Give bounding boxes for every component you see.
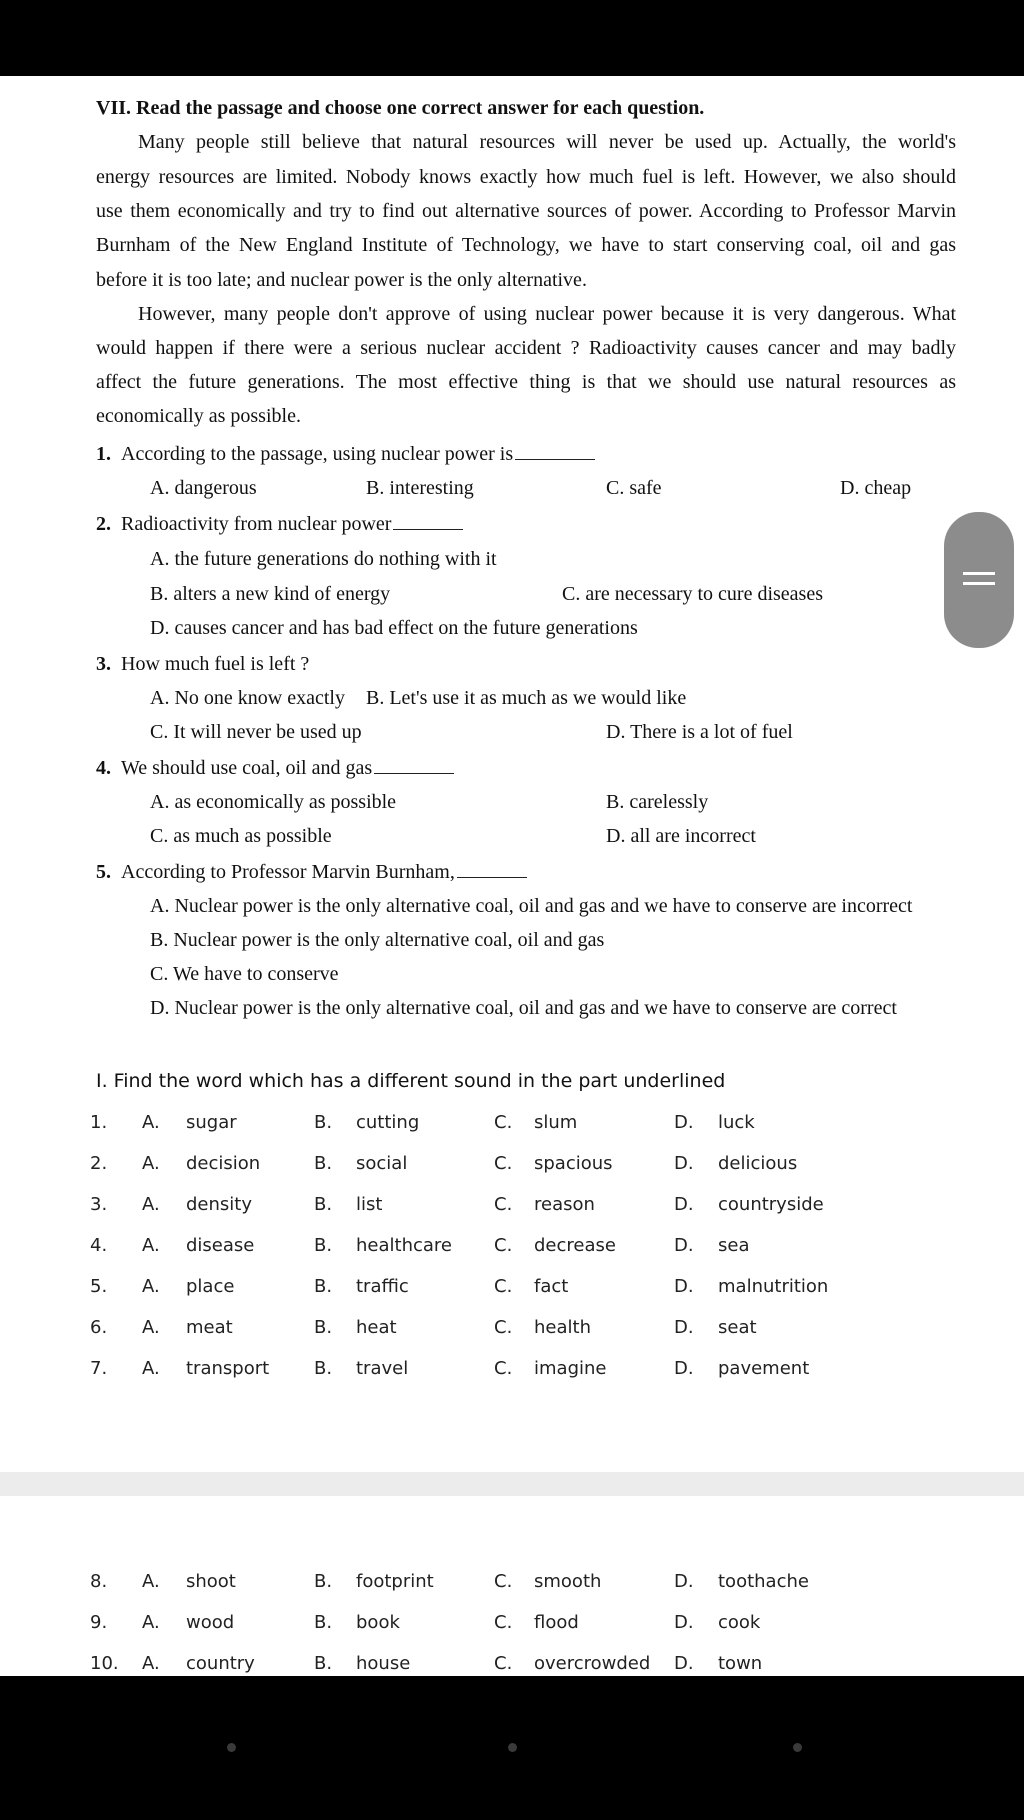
option-letter: C.	[494, 1194, 513, 1215]
option-letter: D.	[674, 1153, 694, 1174]
option-word[interactable]: cutting	[356, 1112, 420, 1133]
question-5: 5. According to Professor Marvin Burnham,	[96, 860, 527, 884]
option-letter: A.	[142, 1112, 160, 1133]
passage-p2-line1: However, many people don't approve of using nuclear power because it is very dangerous. What	[138, 303, 956, 325]
option-word[interactable]: social	[356, 1153, 408, 1174]
option-word[interactable]: decrease	[534, 1235, 616, 1256]
q2-option-c[interactable]: C. are necessary to cure diseases	[562, 583, 823, 605]
option-letter: B.	[314, 1112, 333, 1133]
option-letter: D.	[674, 1112, 694, 1133]
option-letter: D.	[674, 1276, 694, 1297]
q3-option-b[interactable]: B. Let's use it as much as we would like	[366, 687, 687, 709]
option-letter: D.	[674, 1571, 694, 1592]
option-letter: C.	[494, 1358, 513, 1379]
option-word[interactable]: footprint	[356, 1571, 434, 1592]
option-letter: C.	[494, 1235, 513, 1256]
pronunciation-row-number: 3.	[90, 1194, 108, 1215]
option-word[interactable]: shoot	[186, 1571, 236, 1592]
option-letter: B.	[314, 1358, 333, 1379]
option-word[interactable]: luck	[718, 1112, 755, 1133]
q1-option-c[interactable]: C. safe	[606, 477, 662, 499]
passage-p1-line3: use them economically and try to find out alternative sources of power. According to Professor Marvin	[96, 200, 956, 222]
option-word[interactable]: malnutrition	[718, 1276, 829, 1297]
option-letter: D.	[674, 1235, 694, 1256]
option-word[interactable]: flood	[534, 1612, 579, 1633]
option-word[interactable]: healthcare	[356, 1235, 452, 1256]
option-letter: B.	[314, 1235, 333, 1256]
question-4: 4. We should use coal, oil and gas	[96, 756, 454, 780]
option-letter: D.	[674, 1612, 694, 1633]
option-word[interactable]: travel	[356, 1358, 409, 1379]
option-letter: A.	[142, 1194, 160, 1215]
option-word[interactable]: spacious	[534, 1153, 613, 1174]
option-word[interactable]: list	[356, 1194, 383, 1215]
option-letter: D.	[674, 1358, 694, 1379]
option-word[interactable]: meat	[186, 1317, 233, 1338]
option-letter: D.	[674, 1194, 694, 1215]
option-word[interactable]: imagine	[534, 1358, 607, 1379]
passage-p1-line4: Burnham of the New England Institute of Technology, we have to start conserving coal, oil and gas	[96, 234, 956, 256]
q1-option-a[interactable]: A. dangerous	[150, 477, 257, 499]
q5-option-a[interactable]: A. Nuclear power is the only alternative coal, oil and gas and we have to conserve are incorrect	[150, 895, 913, 917]
passage-p1-line5: before it is too late; and nuclear power is the only alternative.	[96, 269, 587, 291]
q1-option-d[interactable]: D. cheap	[840, 477, 912, 499]
pronunciation-row-number: 1.	[90, 1112, 108, 1133]
option-letter: A.	[142, 1358, 160, 1379]
option-word[interactable]: disease	[186, 1235, 255, 1256]
passage-p2-line2: would happen if there were a serious nuclear accident ? Radioactivity causes cancer and may badly	[96, 337, 956, 359]
option-letter: B.	[314, 1276, 333, 1297]
option-word[interactable]: place	[186, 1276, 235, 1297]
option-letter: A.	[142, 1612, 160, 1633]
option-word[interactable]: cook	[718, 1612, 761, 1633]
option-letter: B.	[314, 1153, 333, 1174]
option-letter: B.	[314, 1612, 333, 1633]
option-letter: B.	[314, 1653, 333, 1674]
option-word[interactable]: wood	[186, 1612, 235, 1633]
section-1-heading: I. Find the word which has a different sound in the part underlined	[96, 1070, 726, 1092]
option-letter: A.	[142, 1153, 160, 1174]
q4-option-d[interactable]: D. all are incorrect	[606, 825, 756, 847]
q4-option-b[interactable]: B. carelessly	[606, 791, 709, 813]
option-word[interactable]: house	[356, 1653, 411, 1674]
option-letter: D.	[674, 1653, 694, 1674]
option-word[interactable]: heat	[356, 1317, 397, 1338]
nav-back-icon[interactable]	[793, 1743, 802, 1752]
q4-option-c[interactable]: C. as much as possible	[150, 825, 332, 847]
section-7-heading: VII. Read the passage and choose one correct answer for each question.	[96, 97, 705, 119]
page-gap	[0, 1472, 1024, 1496]
option-word[interactable]: decision	[186, 1153, 261, 1174]
q4-option-a[interactable]: A. as economically as possible	[150, 791, 397, 813]
option-letter: C.	[494, 1653, 513, 1674]
q5-option-d[interactable]: D. Nuclear power is the only alternative coal, oil and gas and we have to conserve are correct	[150, 997, 897, 1019]
question-3: 3. How much fuel is left ?	[96, 653, 310, 675]
passage-p1-line1: Many people still believe that natural resources will never be used up. Actually, the world's	[138, 131, 956, 153]
pronunciation-row-number: 4.	[90, 1235, 108, 1256]
option-letter: B.	[314, 1571, 333, 1592]
option-word[interactable]: town	[718, 1653, 763, 1674]
option-word[interactable]: delicious	[718, 1153, 798, 1174]
option-letter: A.	[142, 1571, 160, 1592]
option-letter: C.	[494, 1112, 513, 1133]
q3-option-a[interactable]: A. No one know exactly	[150, 687, 345, 709]
q2-option-d[interactable]: D. causes cancer and has bad effect on the future generations	[150, 617, 638, 639]
pronunciation-row-number: 6.	[90, 1317, 108, 1338]
q5-option-c[interactable]: C. We have to conserve	[150, 963, 339, 985]
option-letter: C.	[494, 1153, 513, 1174]
option-word[interactable]: toothache	[718, 1571, 809, 1592]
option-letter: C.	[494, 1571, 513, 1592]
passage-p2-line4: economically as possible.	[96, 405, 301, 427]
q3-option-d[interactable]: D. There is a lot of fuel	[606, 721, 793, 743]
option-letter: C.	[494, 1612, 513, 1633]
option-letter: C.	[494, 1317, 513, 1338]
pronunciation-row-number: 5.	[90, 1276, 108, 1297]
option-word[interactable]: fact	[534, 1276, 569, 1297]
option-word[interactable]: health	[534, 1317, 591, 1338]
nav-recent-icon[interactable]	[227, 1743, 236, 1752]
question-2: 2. Radioactivity from nuclear power	[96, 512, 463, 536]
pronunciation-row-number: 8.	[90, 1571, 108, 1592]
option-letter: A.	[142, 1276, 160, 1297]
pronunciation-row-number: 7.	[90, 1358, 108, 1379]
option-word[interactable]: transport	[186, 1358, 270, 1379]
pronunciation-row-number: 9.	[90, 1612, 108, 1633]
passage-p2-line3: affect the future generations. The most effective thing is that we should use natural resources as	[96, 371, 956, 393]
q2-option-b[interactable]: B. alters a new kind of energy	[150, 583, 391, 605]
pronunciation-row-number: 2.	[90, 1153, 108, 1174]
option-word[interactable]: traffic	[356, 1276, 409, 1297]
option-letter: B.	[314, 1194, 333, 1215]
option-letter: A.	[142, 1235, 160, 1256]
option-word[interactable]: overcrowded	[534, 1653, 651, 1674]
option-word[interactable]: slum	[534, 1112, 578, 1133]
option-word[interactable]: pavement	[718, 1358, 810, 1379]
option-word[interactable]: countryside	[718, 1194, 824, 1215]
scroll-handle-icon[interactable]	[944, 512, 1014, 648]
option-word[interactable]: smooth	[534, 1571, 602, 1592]
status-bar	[0, 0, 1024, 76]
q5-option-b[interactable]: B. Nuclear power is the only alternative coal, oil and gas	[150, 929, 605, 951]
option-word[interactable]: seat	[718, 1317, 757, 1338]
q3-option-c[interactable]: C. It will never be used up	[150, 721, 362, 743]
option-letter: D.	[674, 1317, 694, 1338]
nav-home-icon[interactable]	[508, 1743, 517, 1752]
option-word[interactable]: sea	[718, 1235, 750, 1256]
passage-p1-line2: energy resources are limited. Nobody knows exactly how much fuel is left. However, we also should	[96, 166, 956, 188]
option-letter: B.	[314, 1317, 333, 1338]
question-1: 1. According to the passage, using nuclear power is	[96, 442, 595, 466]
option-letter: C.	[494, 1276, 513, 1297]
q1-option-b[interactable]: B. interesting	[366, 477, 474, 499]
option-word[interactable]: book	[356, 1612, 400, 1633]
option-letter: A.	[142, 1653, 160, 1674]
q2-option-a[interactable]: A. the future generations do nothing with it	[150, 548, 497, 570]
option-letter: A.	[142, 1317, 160, 1338]
pronunciation-row-number: 10.	[90, 1653, 119, 1674]
option-word[interactable]: country	[186, 1653, 255, 1674]
option-word[interactable]: sugar	[186, 1112, 237, 1133]
option-word[interactable]: reason	[534, 1194, 595, 1215]
option-word[interactable]: density	[186, 1194, 252, 1215]
